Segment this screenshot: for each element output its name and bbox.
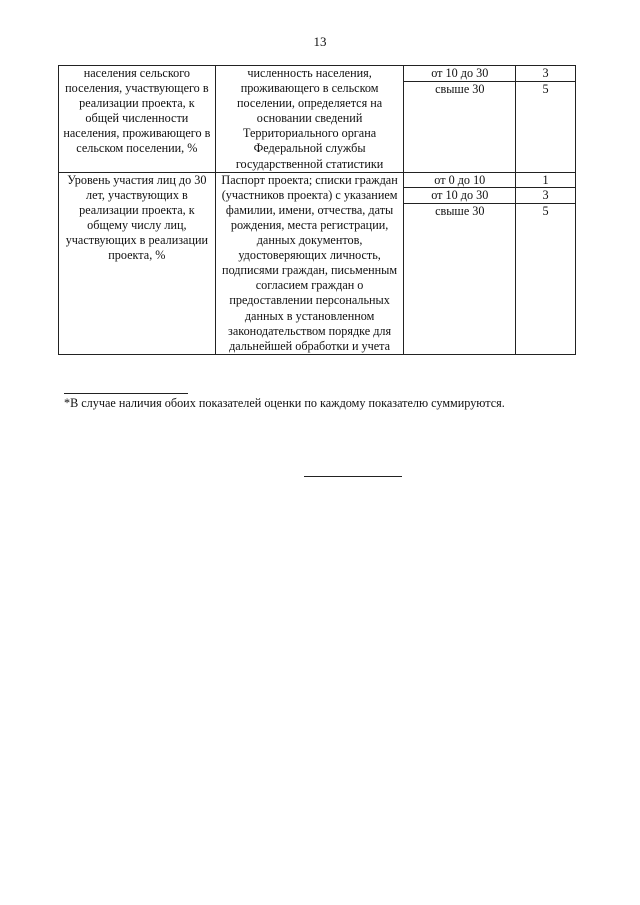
score-value: 3 <box>516 188 575 204</box>
score-value: 1 <box>516 173 575 189</box>
score-cell <box>516 66 576 173</box>
criteria-table <box>58 65 576 355</box>
document-end-line <box>304 476 402 477</box>
indicator-cell: Уровень участия лиц до 30 лет, участвующих в реализации проекта, к общему числу лиц, участвующих в реализации проекта, % <box>59 172 216 354</box>
source-cell: численность населения, проживающего в сельском поселении, определяется на основании сведений Территориального органа Федеральной службы государственной статистики <box>215 66 404 173</box>
range-value: от 10 до 30 <box>404 188 515 204</box>
page-number: 13 <box>313 34 327 49</box>
score-value: 3 <box>516 66 575 82</box>
source-cell: Паспорт проекта; списки граждан (участников проекта) с указанием фамилии, имени, отчества, даты рождения, места регистрации, данных документов, удостоверяющих личность, подписями граждан, письменным согласием граждан о предоставлении персональных данных в установленном законодательством порядке для дальнейшей обработки и учета <box>215 172 404 354</box>
range-value: свыше 30 <box>435 81 485 96</box>
range-value: свыше 30 <box>435 203 485 218</box>
range-value: от 10 до 30 <box>404 66 515 82</box>
table-row <box>59 66 576 173</box>
score-cell <box>516 172 576 354</box>
footnote-text: *В случае наличия обоих показателей оценки по каждому показателю суммируются. <box>64 396 505 410</box>
score-value: 5 <box>542 81 549 96</box>
indicator-cell: населения сельского поселения, участвующего в реализации проекта, к общей численности населения, проживающего в сельском поселении, % <box>59 66 216 173</box>
range-value: от 0 до 10 <box>404 173 515 189</box>
range-cell <box>404 172 516 354</box>
score-value: 5 <box>542 203 549 218</box>
footnote-divider <box>64 393 188 394</box>
range-cell <box>404 66 516 173</box>
table-row <box>59 172 576 354</box>
